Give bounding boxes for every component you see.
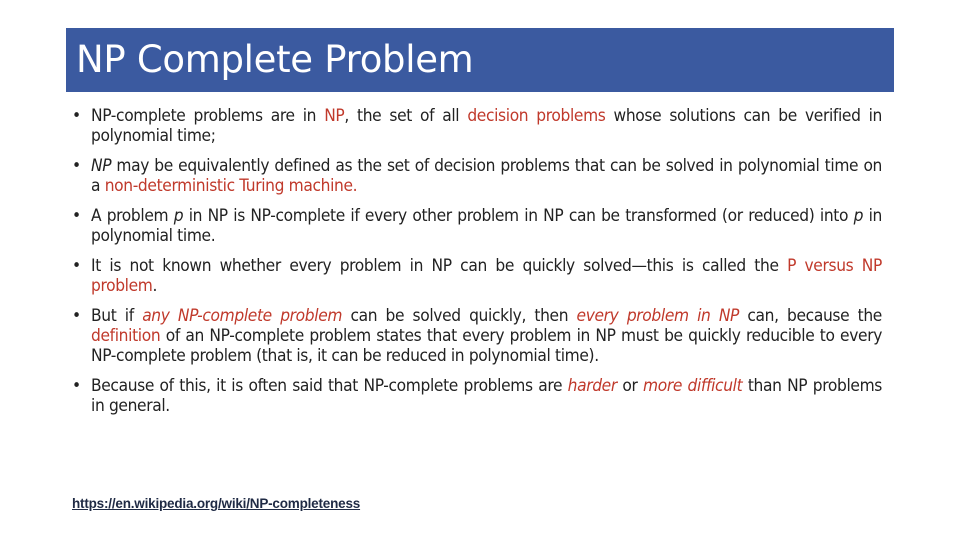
bullet-item xyxy=(72,306,882,366)
bullet-list xyxy=(72,106,882,426)
highlight-decision-problems[interactable]: decision problems xyxy=(467,106,606,126)
bullet-text: A problem xyxy=(91,206,174,226)
variable-p: p xyxy=(173,206,184,226)
slide-title: NP Complete Problem xyxy=(76,38,474,81)
variable-p: p xyxy=(853,206,864,226)
highlight-nd-turing-machine[interactable]: non-deterministic Turing machine. xyxy=(104,176,358,196)
bullet-text: in NP is NP-complete if every other problem in NP can be transformed (or reduced) into xyxy=(183,206,854,226)
bullet-item xyxy=(72,376,882,416)
highlight-every-problem-in-np: every problem in NP xyxy=(576,306,740,326)
bullet-text: may be equivalently defined as the set of decision problems that can be solved in polynomial time on a xyxy=(91,156,882,196)
title-bar xyxy=(66,28,894,92)
bullet-text: in polynomial time. xyxy=(91,206,883,246)
bullet-item xyxy=(72,156,882,196)
highlight-more-difficult: more difficult xyxy=(643,376,743,396)
bullet-text: It is not known whether every problem in NP can be quickly solved—this is called the xyxy=(91,256,788,276)
bullet-text: NP-complete problems are in xyxy=(91,106,325,126)
highlight-any-np-complete: any NP-complete problem xyxy=(142,306,343,326)
bullet-text: Because of this, it is often said that NP-complete problems are xyxy=(91,376,568,396)
emphasis-np: NP xyxy=(91,156,112,176)
bullet-text: of an NP-complete problem states that every problem in NP must be quickly reducible to every NP-complete problem (that is, it can be reduced in polynomial time). xyxy=(91,326,882,366)
highlight-harder: harder xyxy=(567,376,617,396)
bullet-text: whose solutions can be verified in polynomial time; xyxy=(91,106,883,146)
bullet-text: or xyxy=(616,376,643,396)
bullet-text: can be solved quickly, then xyxy=(342,306,577,326)
source-link[interactable]: https://en.wikipedia.org/wiki/NP-completeness xyxy=(72,496,361,511)
bullet-text: But if xyxy=(91,306,143,326)
bullet-text: than NP problems in general. xyxy=(91,376,882,416)
highlight-definition[interactable]: definition xyxy=(91,326,161,346)
highlight-np[interactable]: NP xyxy=(324,106,345,126)
bullet-text: , the set of all xyxy=(344,106,468,126)
bullet-item xyxy=(72,106,882,146)
bullet-text: can, because the xyxy=(739,306,882,326)
bullet-item xyxy=(72,206,882,246)
bullet-item xyxy=(72,256,882,296)
bullet-text: . xyxy=(152,276,158,296)
highlight-p-vs-np[interactable]: P versus NP problem xyxy=(91,256,882,296)
